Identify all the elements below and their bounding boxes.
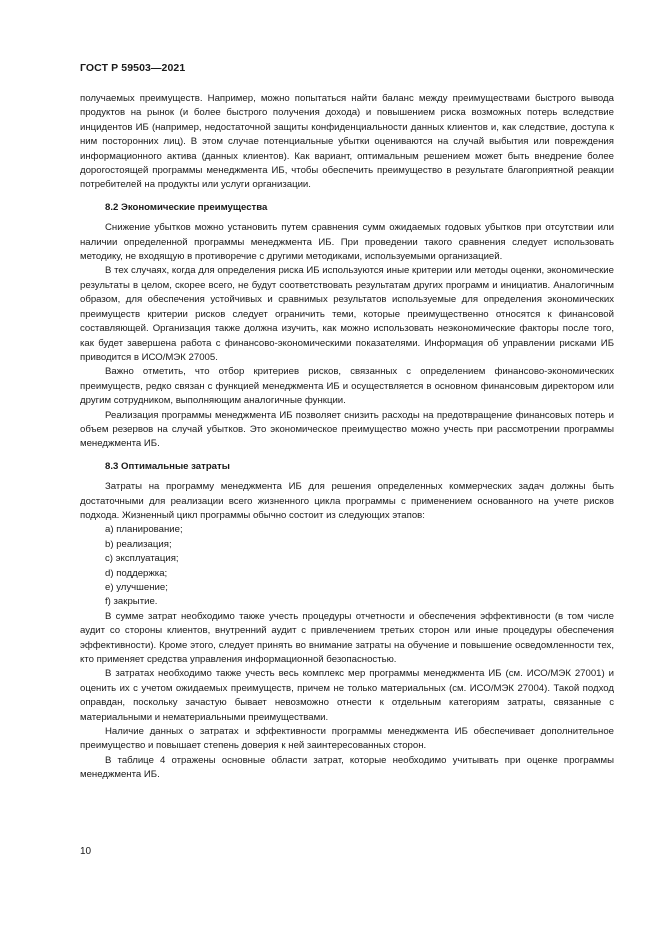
paragraph: Снижение убытков можно установить путем сравнения сумм ожидаемых годовых убытков при отсутствии или наличии определенной программы менеджмента ИБ. При проведении такого сравнения следует использовать методику, не входящую в противоречие с другими методиками, используемыми организацией. — [80, 222, 614, 263]
page-content — [80, 92, 614, 783]
intro-paragraph: получаемых преимуществ. Например, можно попытаться найти баланс между преимуществами быстрого вывода продуктов на рынок (и более быстрого получения дохода) и повышением риска возможных потерь вследствие инцидентов ИБ (например, недостаточной защиты конфиденциальности данных клиентов и, как следствие, доступа к ним посторонних лиц). В этом случае потенциальные убытки оцениваются на случай выбытия или повреждения информационного актива (данных клиентов). Как вариант, оптимальным решением может быть внедрение более дорогостоящей программы менеджмента ИБ, чтобы обеспечить преимущество в результате благоприятной реакции потребителей на продукты или услуги организации. — [80, 93, 614, 191]
paragraph: Реализация программы менеджмента ИБ позволяет снизить расходы на предотвращение финансовых потерь и объем резервов на случай убытков. Это экономическое преимущество можно учесть при рассмотрении программы менеджмента ИБ. — [80, 409, 614, 450]
document-header: ГОСТ Р 59503—2021 — [80, 62, 186, 74]
paragraph: В сумме затрат необходимо также учесть процедуры отчетности и обеспечения эффективности (в том числе аудит со стороны клиентов, внутренний аудит с привлечением третьих сторон или иные процедуры обеспечения эффективности). Кроме этого, следует принять во внимание затраты на обучение и повышение осведомленности тех, кто применяет средства управления информационной безопасностью. — [80, 610, 614, 666]
paragraph: Важно отметить, что отбор критериев рисков, связанных с определением финансово-экономических преимуществ, редко связан с функцией менеджмента ИБ и осуществляется в основном финансовым директором или другим сотрудником, выполняющим аналогичные функции. — [80, 366, 614, 407]
paragraph: В затратах необходимо также учесть весь комплекс мер программы менеджмента ИБ (см. ИСО/МЭК 27001) и оценить их с учетом ожидаемых преимуществ, причем не только материальных (см. ИСО/МЭК 27004). Такой подход оправдан, поскольку зачастую бывает невозможно отнести к отдельным категориям затраты, связанные с материальными и нематериальными преимуществами. — [80, 668, 614, 723]
paragraph: Наличие данных о затратах и эффективности программы менеджмента ИБ обеспечивает дополнительное преимущество и повышает степень доверия к ней заинтересованных сторон. — [80, 726, 614, 752]
lifecycle-list — [80, 523, 614, 609]
list-item: c) эксплуатация; — [105, 553, 179, 565]
list-item: b) реализация; — [105, 538, 172, 550]
list-item: а) планирование; — [105, 524, 183, 536]
paragraph: В тех случаях, когда для определения риска ИБ используются иные критерии или методы оценки, экономические результаты в целом, скорее всего, не будут соответствовать результатам других программ и инициатив. Аналогичным образом, для обеспечения устойчивых и сравнимых результатов используемые для определения экономических преимуществ критерии рисков следует ограничить теми, которые преимущественно относятся к финансовой составляющей. Организация также должна изучить, как можно использовать неэкономические факторы после того, как будет завершена работа с финансово-экономическими показателями. Информация об управлении рисками ИБ приводится в ИСО/МЭК 27005. — [80, 265, 614, 363]
list-item: e) улучшение; — [105, 582, 168, 593]
paragraph: В таблице 4 отражены основные области затрат, которые необходимо учитывать при оценке программы менеджмента ИБ. — [80, 754, 614, 781]
paragraph: Затраты на программу менеджмента ИБ для решения определенных коммерческих задач должны быть достаточными для реализации всего жизненного цикла программы с применением основанного на учете рисков подхода. Жизненный цикл программы обычно состоит из следующих этапов: — [80, 481, 614, 521]
section-8-3-title: 8.3 Оптимальные затраты — [105, 460, 230, 472]
page-number: 10 — [80, 846, 92, 857]
list-item: d) поддержка; — [105, 567, 168, 579]
section-8-2-title: 8.2 Экономические преимущества — [105, 201, 268, 213]
list-item: f) закрытие. — [105, 596, 158, 608]
